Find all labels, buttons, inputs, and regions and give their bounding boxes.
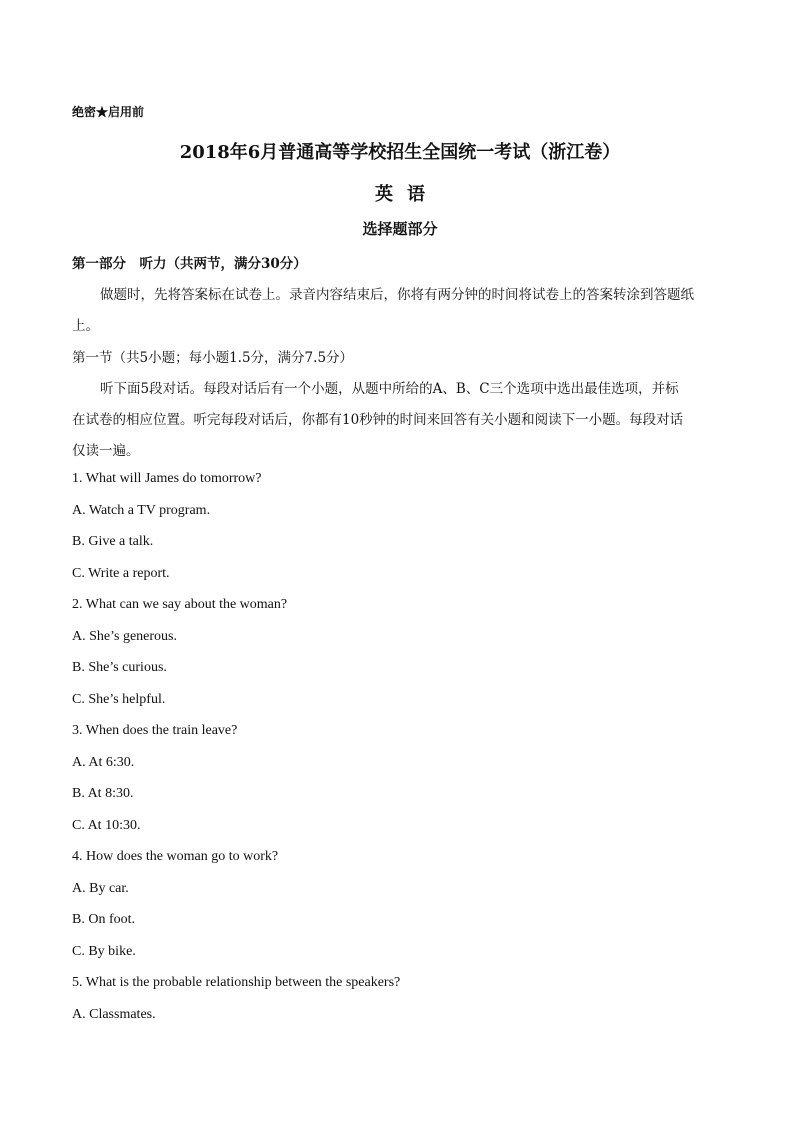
section1-title: 第一节（共5小题；每小题1.5分，满分7.5分） [72,350,354,366]
part1-title: 第一部分 听力（共两节，满分30分） [72,256,307,272]
instructions-line-1: 做题时，先将答案标在试卷上。录音内容结束后，你将有两分钟的时间将试卷上的答案转涂到答题纸 [100,287,694,303]
instructions-line-2: 上。 [72,318,99,334]
section1-line-3: 仅读一遍。 [72,443,140,459]
question-5-option-a: A. Classmates. [72,1007,156,1022]
question-3-option-c: C. At 10:30. [72,818,141,833]
confidential-mark: 绝密★启用前 [72,105,145,119]
section-title: 选择题部分 [362,220,438,238]
section1-line-1: 听下面5段对话。每段对话后有一个小题，从题中所给的A、B、C三个选项中选出最佳选项，并标 [100,381,679,397]
question-2-option-c: C. She’s helpful. [72,692,166,707]
exam-title: 2018年6月普通高等学校招生全国统一考试（浙江卷） [179,142,621,163]
question-4-option-c: C. By bike. [72,944,136,959]
question-4-option-a: A. By car. [72,881,129,896]
question-4-option-b: B. On foot. [72,912,135,927]
question-1-option-b: B. Give a talk. [72,534,154,549]
question-4: 4. How does the woman go to work? [72,849,279,864]
question-1-option-c: C. Write a report. [72,566,170,581]
question-1: 1. What will James do tomorrow? [72,471,262,486]
question-2-option-b: B. She’s curious. [72,660,167,675]
section1-line-2: 在试卷的相应位置。听完每段对话后，你都有10秒钟的时间来回答有关小题和阅读下一小题。每段对话 [72,412,684,428]
question-1-option-a: A. Watch a TV program. [72,503,211,518]
question-5: 5. What is the probable relationship between the speakers? [72,975,401,990]
subject-title: 英语 [375,184,439,205]
question-3: 3. When does the train leave? [72,723,238,738]
question-2-option-a: A. She’s generous. [72,629,177,644]
question-2: 2. What can we say about the woman? [72,597,288,612]
question-3-option-a: A. At 6:30. [72,755,135,770]
question-3-option-b: B. At 8:30. [72,786,134,801]
